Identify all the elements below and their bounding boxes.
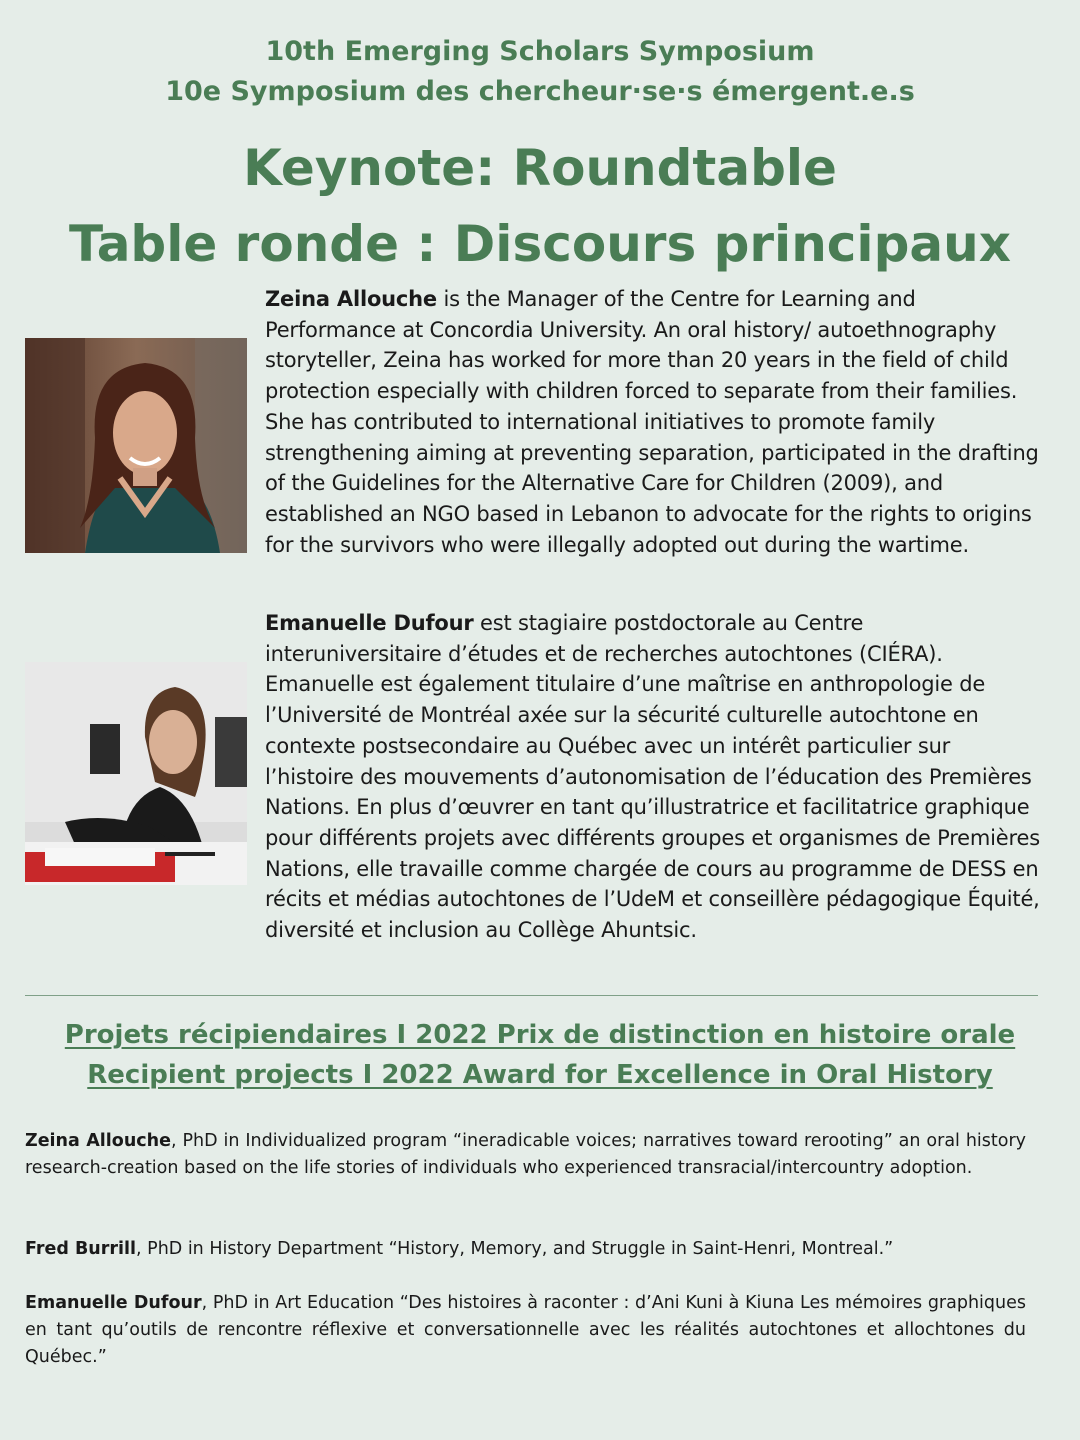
recipient-project: , PhD in Art Education “Des histoires à raconter : d’Ani Kuni à Kiuna Les mémoires graphiques en tant qu’outils de rencontre réflexive et conversationnelle avec les réalités autochtones et allochtones du Québec.” [25,1293,1026,1367]
awards-title-en[interactable]: Recipient projects I 2022 Award for Excellence in Oral History [87,1060,993,1090]
symposium-title-en: 10th Emerging Scholars Symposium [265,36,815,67]
speaker-photo-emanuelle [25,662,247,885]
awards-title-fr[interactable]: Projets récipiendaires I 2022 Prix de distinction en histoire orale [64,1020,1016,1050]
recipient-name: Zeina Allouche [25,1131,171,1151]
speaker-bio-text: is the Manager of the Centre for Learning and Performance at Concordia University. An oral history/ autoethnography storyteller, Zeina has worked for more than 20 years in the field of child protection especially with children forced to separate from their families. She has contributed to international initiatives to promote family strengthening aiming at preventing separation, participated in the drafting of the Guidelines for the Alternative Care for Children (2009), and established an NGO based in Lebanon to advocate for the rights to origins for the survivors who were illegally adopted out during the wartime. [265,287,1039,557]
speaker-name: Zeina Allouche [265,287,437,311]
speaker-photo-zeina [25,338,247,553]
speaker-name: Emanuelle Dufour [265,611,474,635]
speaker-bio-zeina [265,284,1045,560]
recipient-name: Fred Burrill [25,1239,137,1259]
recipient-name: Emanuelle Dufour [25,1293,202,1313]
symposium-title-fr: 10e Symposium des chercheur·se·s émergent.e.s [165,76,915,107]
page-title-en: Keynote: Roundtable [243,139,837,197]
speaker-bio-emanuelle [265,608,1045,946]
awards-heading [0,1015,1080,1095]
recipient-project: , PhD in Individualized program “ineradicable voices; narratives toward rerooting” an oral history research-creation based on the life stories of individuals who experienced transracial/intercountry adoption. [25,1131,1027,1178]
portrait-woman-smiling-icon [25,338,247,553]
award-entry-emanuelle [25,1290,1026,1371]
section-divider [25,995,1038,996]
header [0,32,1080,282]
award-entry-fred [25,1236,1026,1263]
speaker-bio-text: est stagiaire postdoctorale au Centre interuniversitaire d’études et de recherches autochtones (CIÉRA). Emanuelle est également titulaire d’une maîtrise en anthropologie de l’Université de Montréal axée sur la sécurité culturelle autochtone en contexte postsecondaire au Québec avec un intérêt particulier sur l’histoire des mouvements d’autonomisation de l’éducation des Premières Nations. En plus d’œuvrer en tant qu’illustratrice et facilitatrice graphique pour différents projets avec différents groupes et organismes de Premières Nations, elle travaille comme chargée de cours au programme de DESS en récits et médias autochtones de l’UdeM et conseillère pédagogique Équité, diversité et inclusion au Collège Ahuntsic. [265,611,1040,943]
award-entry-zeina [25,1128,1026,1182]
recipient-project: , PhD in History Department “History, Memory, and Struggle in Saint-Henri, Montreal.” [136,1239,894,1259]
page-title-fr: Table ronde : Discours principaux [69,215,1011,273]
portrait-woman-drawing-icon [25,662,247,885]
